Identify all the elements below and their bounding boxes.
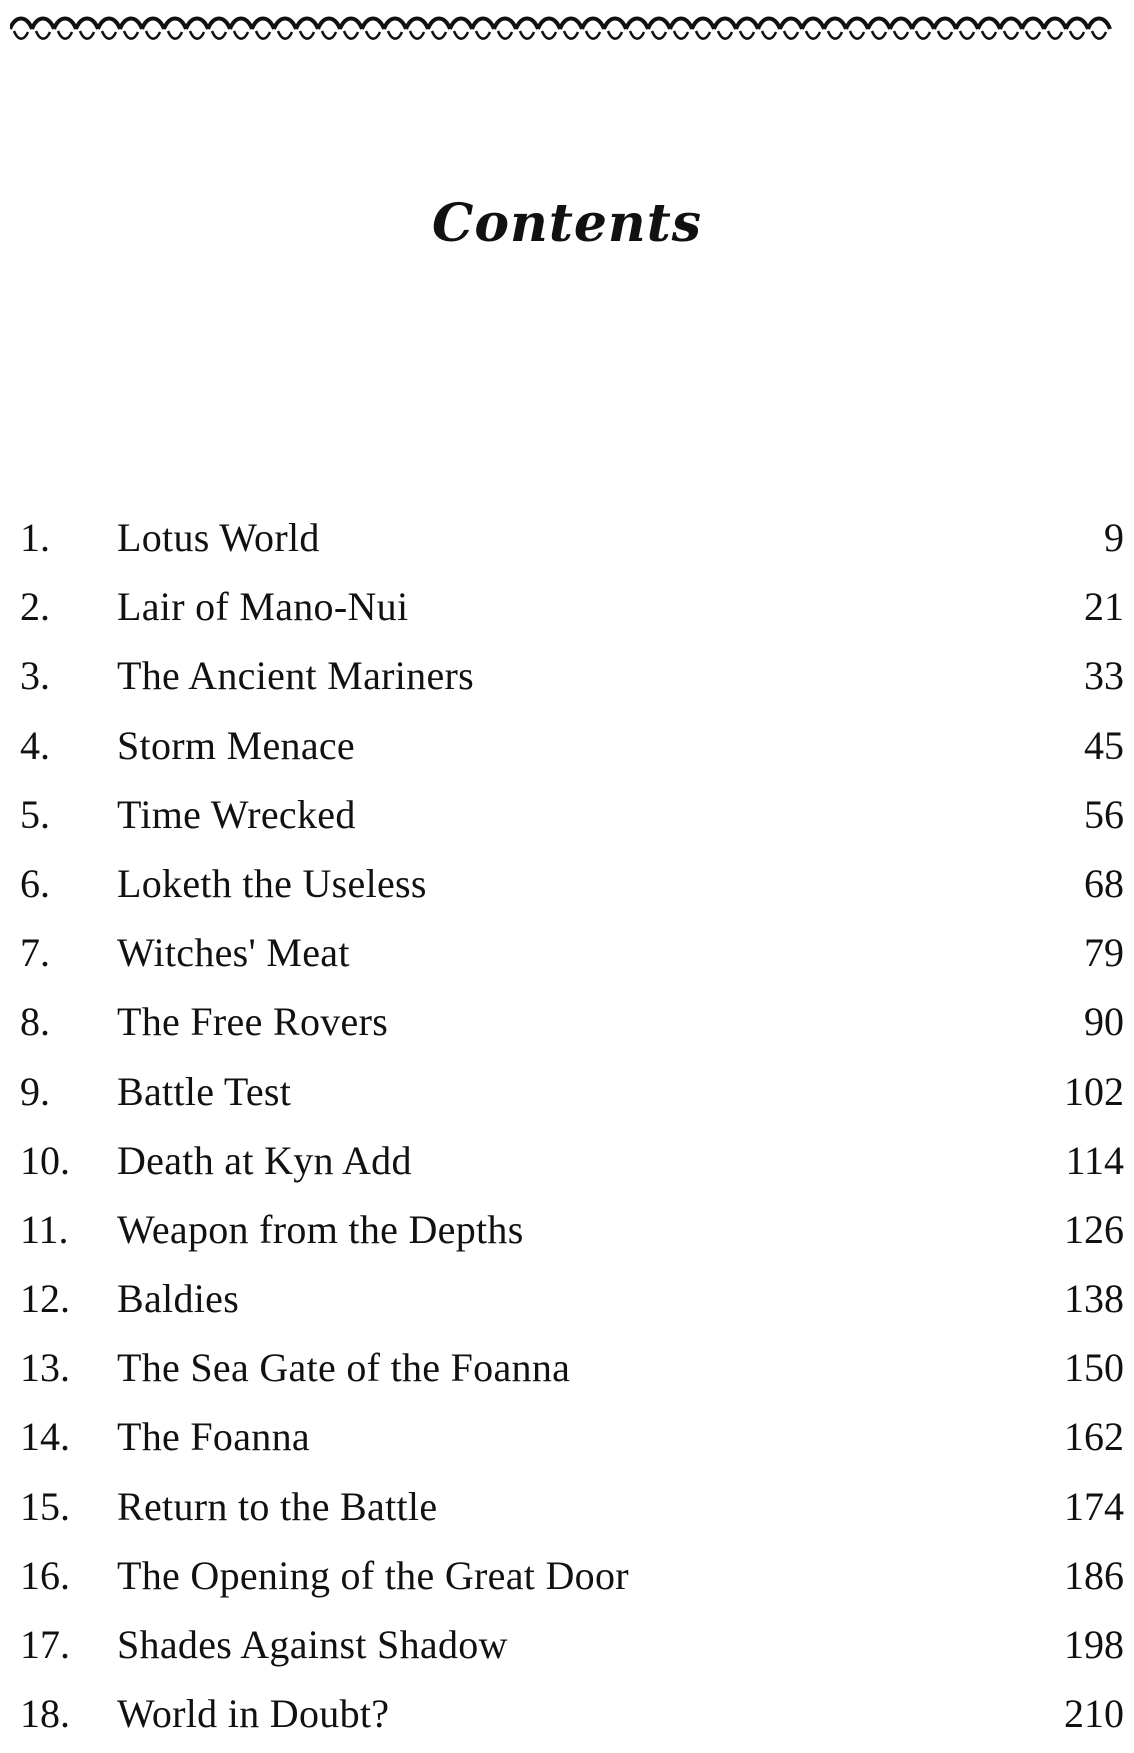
chapter-title: Lair of Mano-Nui: [117, 584, 409, 630]
toc-entry: [0, 508, 1134, 577]
chapter-title: Weapon from the Depths: [117, 1206, 524, 1252]
chapter-number: 12.: [20, 1276, 70, 1322]
chapter-title: The Foanna: [117, 1414, 310, 1460]
chapter-title: Baldies: [117, 1276, 240, 1322]
toc-entry: [0, 646, 1134, 715]
toc-entry: [0, 1338, 1134, 1407]
chapter-title: Witches' Meat: [117, 930, 350, 976]
chapter-title: Loketh the Useless: [117, 860, 427, 906]
chapter-number: 5.: [20, 791, 50, 837]
chapter-title: Battle Test: [117, 1068, 292, 1114]
page-number: 56: [1084, 791, 1124, 837]
page-number: 150: [1064, 1345, 1124, 1391]
page-title: Contents: [431, 193, 703, 254]
chapter-title: Time Wrecked: [117, 791, 356, 837]
chapter-number: 17.: [20, 1622, 70, 1667]
page-number: 79: [1084, 930, 1124, 976]
toc-entry: [0, 1615, 1134, 1684]
toc-entry: [0, 992, 1134, 1061]
page-number: 90: [1084, 999, 1124, 1045]
decorative-border-ornament: [10, 12, 1120, 46]
page-number: 162: [1064, 1414, 1124, 1460]
toc-entry: [0, 1062, 1134, 1131]
toc-entry: [0, 1269, 1134, 1338]
toc-entry: [0, 1684, 1134, 1753]
chapter-title: The Sea Gate of the Foanna: [117, 1345, 571, 1391]
chapter-number: 3.: [20, 653, 50, 699]
toc-entry: [0, 577, 1134, 646]
page-number: 114: [1065, 1137, 1124, 1183]
toc-entry: [0, 1407, 1134, 1476]
toc-entry: [0, 923, 1134, 992]
page-number: 21: [1084, 584, 1124, 630]
chapter-title: Death at Kyn Add: [117, 1137, 412, 1183]
page-number: 126: [1064, 1206, 1124, 1252]
toc-entry: [0, 1546, 1134, 1615]
page-number: 198: [1064, 1622, 1124, 1667]
chapter-title: The Opening of the Great Door: [117, 1552, 629, 1598]
chapter-number: 11.: [20, 1206, 69, 1252]
toc-entry: [0, 785, 1134, 854]
chapter-number: 2.: [20, 584, 50, 630]
chapter-title: Storm Menace: [117, 722, 355, 768]
chapter-number: 18.: [20, 1691, 70, 1737]
chapter-title: Return to the Battle: [117, 1483, 438, 1529]
chapter-title: World in Doubt?: [117, 1691, 390, 1737]
chapter-number: 10.: [20, 1137, 70, 1183]
chapter-number: 14.: [20, 1414, 70, 1460]
chapter-number: 9.: [20, 1068, 50, 1114]
page-number: 33: [1084, 653, 1124, 699]
chapter-title: The Ancient Mariners: [117, 653, 474, 699]
chapter-title: Lotus World: [117, 515, 320, 560]
page-number: 138: [1064, 1276, 1124, 1322]
chapter-number: 6.: [20, 860, 50, 906]
page-number: 210: [1064, 1691, 1124, 1737]
toc-entry: [0, 1200, 1134, 1269]
chapter-number: 15.: [20, 1483, 70, 1529]
page-number: 45: [1084, 722, 1124, 768]
chapter-number: 7.: [20, 930, 50, 976]
table-of-contents: [0, 508, 1134, 1753]
chapter-number: 16.: [20, 1552, 70, 1598]
chapter-title: The Free Rovers: [117, 999, 389, 1045]
toc-entry: [0, 1477, 1134, 1546]
chapter-number: 4.: [20, 722, 50, 768]
page-number: 174: [1064, 1483, 1124, 1529]
page-number: 9: [1104, 515, 1124, 560]
chapter-title: Shades Against Shadow: [117, 1622, 508, 1667]
page-number: 102: [1064, 1068, 1124, 1114]
toc-entry: [0, 1131, 1134, 1200]
chapter-number: 8.: [20, 999, 50, 1045]
chapter-number: 13.: [20, 1345, 70, 1391]
chapter-number: 1.: [20, 515, 50, 560]
page-number: 186: [1064, 1552, 1124, 1598]
toc-entry: [0, 716, 1134, 785]
toc-entry: [0, 854, 1134, 923]
page-number: 68: [1084, 860, 1124, 906]
